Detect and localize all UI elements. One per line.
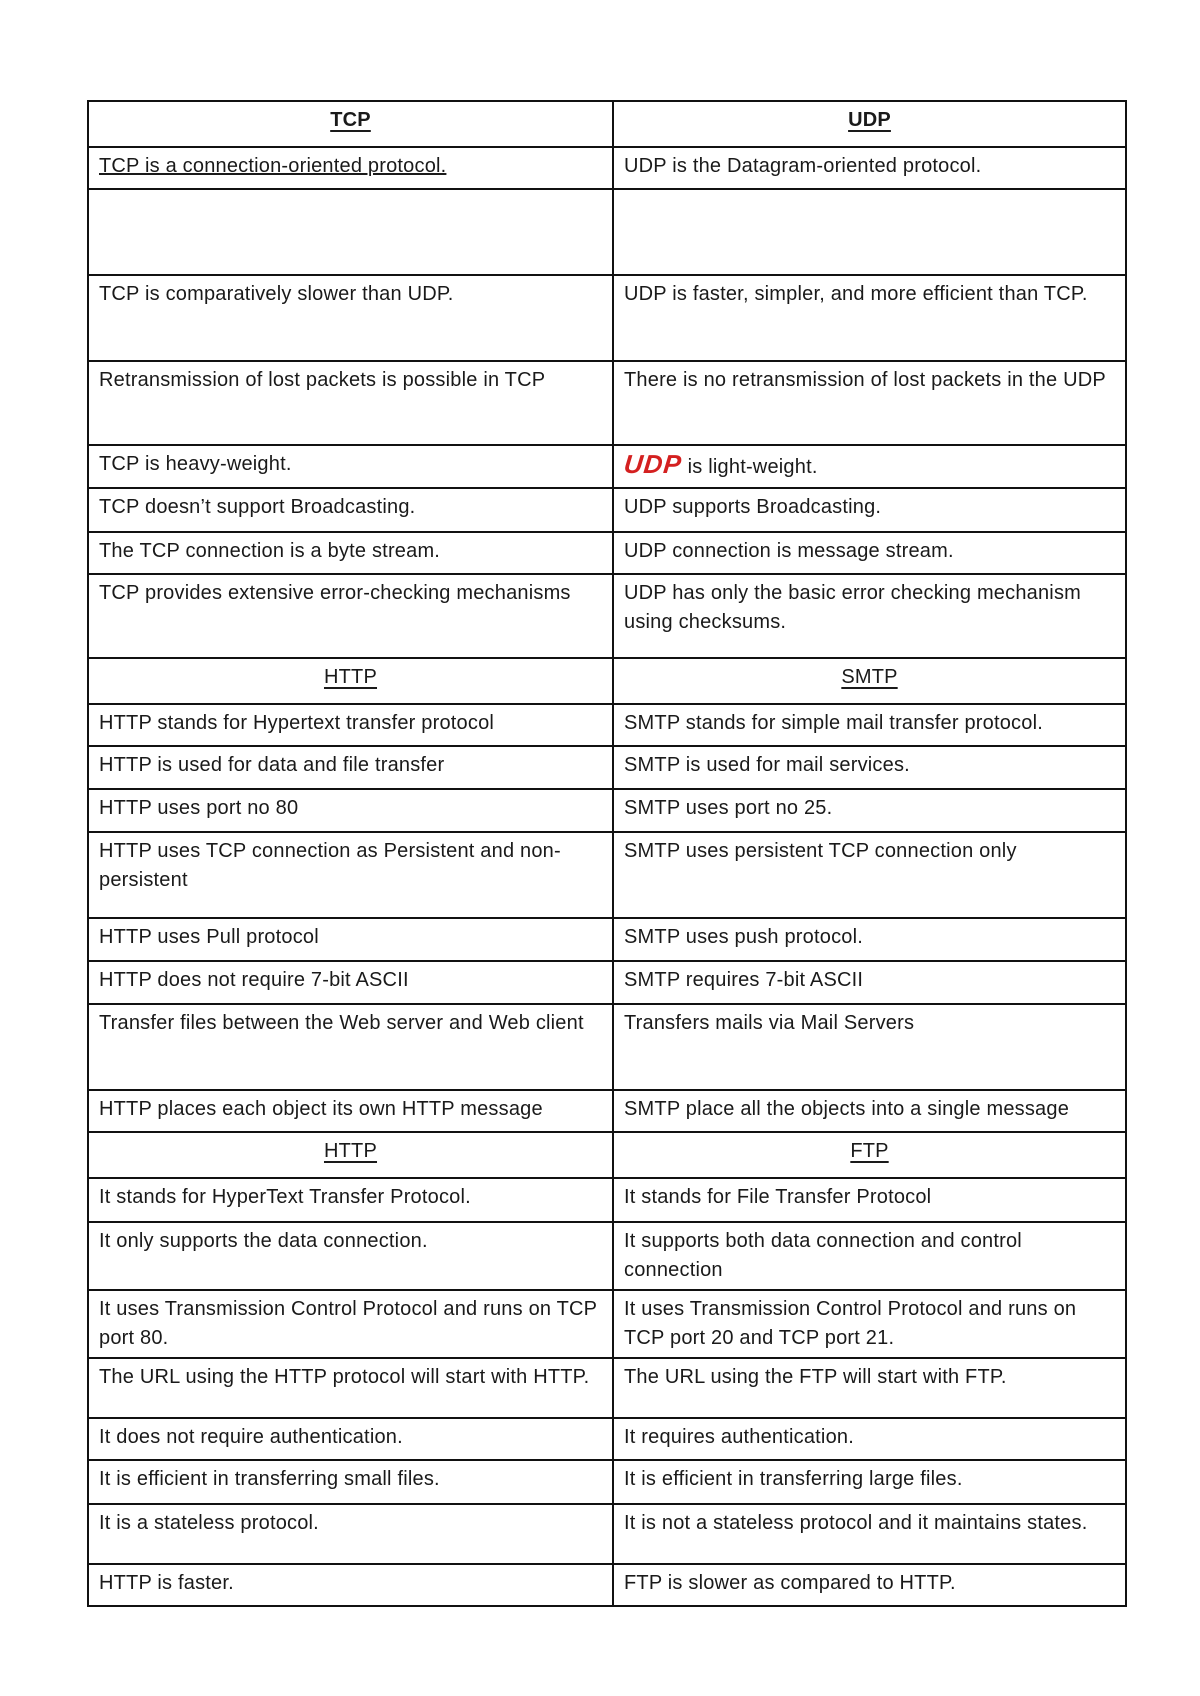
cell-left: TCP is comparatively slower than UDP. bbox=[88, 275, 613, 361]
cell-right: SMTP place all the objects into a single message bbox=[613, 1090, 1126, 1132]
cell-right: SMTP uses push protocol. bbox=[613, 918, 1126, 961]
column-header-http: HTTP bbox=[88, 1132, 613, 1178]
cell-right: UDP supports Broadcasting. bbox=[613, 488, 1126, 532]
table-row bbox=[88, 1504, 1126, 1564]
table-row bbox=[88, 1222, 1126, 1290]
table-row bbox=[88, 574, 1126, 658]
cell-right: The URL using the FTP will start with FTP. bbox=[613, 1358, 1126, 1418]
column-header-smtp: SMTP bbox=[613, 658, 1126, 704]
section-header-row bbox=[88, 101, 1126, 147]
cell-left: HTTP does not require 7-bit ASCII bbox=[88, 961, 613, 1004]
section-header-row bbox=[88, 658, 1126, 704]
cell-right: UDP has only the basic error checking mechanism using checksums. bbox=[613, 574, 1126, 658]
section-header-row bbox=[88, 1132, 1126, 1178]
table-row bbox=[88, 1460, 1126, 1504]
cell-left: HTTP uses port no 80 bbox=[88, 789, 613, 832]
cell-right: SMTP stands for simple mail transfer protocol. bbox=[613, 704, 1126, 746]
cell-right: UDP connection is message stream. bbox=[613, 532, 1126, 574]
table-row bbox=[88, 1358, 1126, 1418]
cell-left: It only supports the data connection. bbox=[88, 1222, 613, 1290]
cell-left: HTTP is used for data and file transfer bbox=[88, 746, 613, 789]
table-row bbox=[88, 1564, 1126, 1606]
cell-right: SMTP uses persistent TCP connection only bbox=[613, 832, 1126, 918]
cell-right: It uses Transmission Control Protocol and runs on TCP port 20 and TCP port 21. bbox=[613, 1290, 1126, 1358]
cell-right bbox=[613, 147, 1126, 189]
cell-text: TCP is a connection-oriented protocol. bbox=[99, 155, 447, 177]
column-header-udp: UDP bbox=[613, 101, 1126, 147]
cell-left: Transfer files between the Web server and Web client bbox=[88, 1004, 613, 1090]
cell-right: There is no retransmission of lost packets in the UDP bbox=[613, 361, 1126, 445]
column-header-http: HTTP bbox=[88, 658, 613, 704]
cell-right: It requires authentication. bbox=[613, 1418, 1126, 1460]
table-row bbox=[88, 832, 1126, 918]
table-row bbox=[88, 918, 1126, 961]
cell-right: UDP is faster, simpler, and more efficient than TCP. bbox=[613, 275, 1126, 361]
column-header-ftp: FTP bbox=[613, 1132, 1126, 1178]
table-row bbox=[88, 488, 1126, 532]
cell-right bbox=[613, 445, 1126, 488]
comparison-table bbox=[87, 100, 1127, 1607]
table-row bbox=[88, 1090, 1126, 1132]
cell-left bbox=[88, 189, 613, 275]
column-header-tcp: TCP bbox=[88, 101, 613, 147]
cell-left: It stands for HyperText Transfer Protocol. bbox=[88, 1178, 613, 1222]
cell-left: It is a stateless protocol. bbox=[88, 1504, 613, 1564]
table-row bbox=[88, 704, 1126, 746]
cell-left: TCP doesn’t support Broadcasting. bbox=[88, 488, 613, 532]
cell-left: It does not require authentication. bbox=[88, 1418, 613, 1460]
cell-left: TCP provides extensive error-checking mechanisms bbox=[88, 574, 613, 658]
table-row bbox=[88, 1290, 1126, 1358]
udp-red-annotation: UDP bbox=[622, 449, 684, 479]
table-row bbox=[88, 147, 1126, 189]
cell-right: It is not a stateless protocol and it maintains states. bbox=[613, 1504, 1126, 1564]
table-row bbox=[88, 1418, 1126, 1460]
cell-left: HTTP stands for Hypertext transfer protocol bbox=[88, 704, 613, 746]
cell-left: HTTP uses TCP connection as Persistent and non-persistent bbox=[88, 832, 613, 918]
cell-left: The TCP connection is a byte stream. bbox=[88, 532, 613, 574]
cell-left: HTTP places each object its own HTTP message bbox=[88, 1090, 613, 1132]
comparison-sheet bbox=[87, 100, 1125, 1607]
table-row bbox=[88, 789, 1126, 832]
table-row bbox=[88, 746, 1126, 789]
cell-left: Retransmission of lost packets is possible in TCP bbox=[88, 361, 613, 445]
cell-right: It stands for File Transfer Protocol bbox=[613, 1178, 1126, 1222]
table-row bbox=[88, 532, 1126, 574]
cell-left: It is efficient in transferring small files. bbox=[88, 1460, 613, 1504]
cell-right bbox=[613, 189, 1126, 275]
cell-left: It uses Transmission Control Protocol and runs on TCP port 80. bbox=[88, 1290, 613, 1358]
cell-right: SMTP uses port no 25. bbox=[613, 789, 1126, 832]
table-row bbox=[88, 445, 1126, 488]
cell-left: TCP is heavy-weight. bbox=[88, 445, 613, 488]
table-row bbox=[88, 961, 1126, 1004]
cell-right: Transfers mails via Mail Servers bbox=[613, 1004, 1126, 1090]
cell-right: FTP is slower as compared to HTTP. bbox=[613, 1564, 1126, 1606]
cell-right: It is efficient in transferring large files. bbox=[613, 1460, 1126, 1504]
cell-left: The URL using the HTTP protocol will start with HTTP. bbox=[88, 1358, 613, 1418]
table-row bbox=[88, 275, 1126, 361]
table-row bbox=[88, 361, 1126, 445]
cell-left bbox=[88, 147, 613, 189]
udp-light-weight-text: UDP is light-weight. bbox=[622, 449, 818, 479]
table-row bbox=[88, 1004, 1126, 1090]
cell-right: SMTP is used for mail services. bbox=[613, 746, 1126, 789]
table-row-blank bbox=[88, 189, 1126, 275]
table-row bbox=[88, 1178, 1126, 1222]
cell-right: SMTP requires 7-bit ASCII bbox=[613, 961, 1126, 1004]
cell-left: HTTP uses Pull protocol bbox=[88, 918, 613, 961]
cell-text: UDP is the Datagram-oriented protocol. bbox=[624, 155, 982, 177]
cell-left: HTTP is faster. bbox=[88, 1564, 613, 1606]
cell-right: It supports both data connection and control connection bbox=[613, 1222, 1126, 1290]
